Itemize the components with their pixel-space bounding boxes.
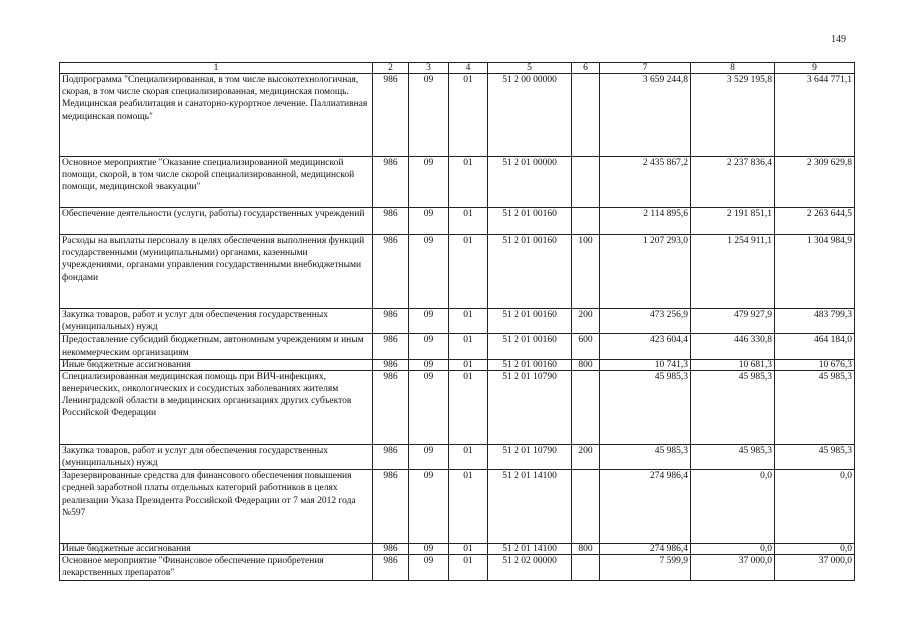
section-code: 09 [409, 157, 449, 208]
column-number-row [60, 63, 855, 74]
amount-col9: 0,0 [775, 544, 855, 555]
amount-col7: 274 986,4 [600, 470, 691, 544]
ministry-code: 986 [373, 74, 409, 157]
section-code: 09 [409, 359, 449, 370]
amount-col9: 45 985,3 [775, 444, 855, 469]
section-code: 09 [409, 334, 449, 359]
column-number: 2 [373, 63, 409, 74]
amount-col8: 10 681,3 [691, 359, 775, 370]
table-row [60, 470, 855, 544]
expense-type-code [572, 74, 600, 157]
column-number: 4 [449, 63, 488, 74]
amount-col8: 0,0 [691, 470, 775, 544]
subsection-code: 01 [449, 370, 488, 444]
column-number: 9 [775, 63, 855, 74]
page-number: 149 [831, 34, 846, 45]
amount-col7: 7 599,9 [600, 555, 691, 580]
amount-col9: 2 309 629,8 [775, 157, 855, 208]
expense-type-code: 200 [572, 444, 600, 469]
amount-col8: 2 191 851,1 [691, 208, 775, 235]
row-name: Закупка товаров, работ и услуг для обеспечения государственных (муниципальных) нужд [60, 309, 373, 334]
amount-col9: 45 985,3 [775, 370, 855, 444]
amount-col7: 423 604,4 [600, 334, 691, 359]
table-row [60, 544, 855, 555]
amount-col9: 2 263 644,5 [775, 208, 855, 235]
amount-col7: 3 659 244,8 [600, 74, 691, 157]
amount-col8: 2 237 836,4 [691, 157, 775, 208]
ministry-code: 986 [373, 157, 409, 208]
amount-col7: 473 256,9 [600, 309, 691, 334]
amount-col7: 45 985,3 [600, 444, 691, 469]
amount-col8: 45 985,3 [691, 444, 775, 469]
column-number: 7 [600, 63, 691, 74]
subsection-code: 01 [449, 334, 488, 359]
amount-col9: 0,0 [775, 470, 855, 544]
table-row [60, 235, 855, 309]
target-article-code: 51 2 01 00000 [488, 157, 572, 208]
column-number: 3 [409, 63, 449, 74]
row-name: Предоставление субсидий бюджетным, автономным учреждениям и иным некоммерческим организациям [60, 334, 373, 359]
table-row [60, 208, 855, 235]
subsection-code: 01 [449, 359, 488, 370]
table-row [60, 444, 855, 469]
amount-col8: 3 529 195,8 [691, 74, 775, 157]
amount-col9: 1 304 984,9 [775, 235, 855, 309]
expense-type-code: 200 [572, 309, 600, 334]
row-name: Основное мероприятие "Финансовое обеспечение приобретения лекарственных препаратов" [60, 555, 373, 580]
amount-col7: 45 985,3 [600, 370, 691, 444]
section-code: 09 [409, 235, 449, 309]
table-row [60, 334, 855, 359]
subsection-code: 01 [449, 208, 488, 235]
ministry-code: 986 [373, 444, 409, 469]
row-name: Иные бюджетные ассигнования [60, 359, 373, 370]
amount-col9: 483 799,3 [775, 309, 855, 334]
section-code: 09 [409, 370, 449, 444]
amount-col8: 0,0 [691, 544, 775, 555]
target-article-code: 51 2 01 00160 [488, 235, 572, 309]
subsection-code: 01 [449, 74, 488, 157]
amount-col7: 2 114 895,6 [600, 208, 691, 235]
subsection-code: 01 [449, 470, 488, 544]
section-code: 09 [409, 74, 449, 157]
row-name: Закупка товаров, работ и услуг для обеспечения государственных (муниципальных) нужд [60, 444, 373, 469]
amount-col7: 1 207 293,0 [600, 235, 691, 309]
row-name: Специализированная медицинская помощь при ВИЧ-инфекциях, венерических, онкологических и сосудистых заболеваниях жителям Ленинградской области в медицинских организациях других субъектов Российской Федерации [60, 370, 373, 444]
amount-col8: 45 985,3 [691, 370, 775, 444]
row-name: Обеспечение деятельности (услуги, работы) государственных учреждений [60, 208, 373, 235]
subsection-code: 01 [449, 444, 488, 469]
amount-col7: 2 435 867,2 [600, 157, 691, 208]
ministry-code: 986 [373, 334, 409, 359]
subsection-code: 01 [449, 157, 488, 208]
expense-type-code: 600 [572, 334, 600, 359]
section-code: 09 [409, 555, 449, 580]
subsection-code: 01 [449, 544, 488, 555]
table-row [60, 309, 855, 334]
amount-col7: 10 741,3 [600, 359, 691, 370]
section-code: 09 [409, 309, 449, 334]
target-article-code: 51 2 01 10790 [488, 370, 572, 444]
section-code: 09 [409, 444, 449, 469]
ministry-code: 986 [373, 359, 409, 370]
ministry-code: 986 [373, 544, 409, 555]
table-row [60, 370, 855, 444]
ministry-code: 986 [373, 309, 409, 334]
section-code: 09 [409, 544, 449, 555]
target-article-code: 51 2 01 14100 [488, 544, 572, 555]
ministry-code: 986 [373, 370, 409, 444]
column-number: 8 [691, 63, 775, 74]
expense-type-code [572, 208, 600, 235]
target-article-code: 51 2 01 00160 [488, 359, 572, 370]
ministry-code: 986 [373, 555, 409, 580]
subsection-code: 01 [449, 235, 488, 309]
target-article-code: 51 2 01 00160 [488, 309, 572, 334]
ministry-code: 986 [373, 470, 409, 544]
column-number: 6 [572, 63, 600, 74]
row-name: Основное мероприятие "Оказание специализированной медицинской помощи, скорой, в том числе скорой специализированной, медицинской помощи, медицинской эвакуации" [60, 157, 373, 208]
amount-col9: 37 000,0 [775, 555, 855, 580]
target-article-code: 51 2 01 10790 [488, 444, 572, 469]
amount-col8: 1 254 911,1 [691, 235, 775, 309]
ministry-code: 986 [373, 208, 409, 235]
expense-type-code: 800 [572, 544, 600, 555]
amount-col8: 479 927,9 [691, 309, 775, 334]
row-name: Иные бюджетные ассигнования [60, 544, 373, 555]
budget-table [59, 62, 855, 581]
target-article-code: 51 2 01 00160 [488, 334, 572, 359]
expense-type-code [572, 470, 600, 544]
row-name: Подпрограмма "Специализированная, в том числе высокотехнологичная, скорая, в том числе скорая специализированная, медицинская помощь. Медицинская реабилитация и санаторно-курортное лечение. Паллиативная медицинская помощь" [60, 74, 373, 157]
amount-col9: 464 184,0 [775, 334, 855, 359]
section-code: 09 [409, 208, 449, 235]
expense-type-code [572, 370, 600, 444]
amount-col8: 37 000,0 [691, 555, 775, 580]
amount-col8: 446 330,8 [691, 334, 775, 359]
target-article-code: 51 2 00 00000 [488, 74, 572, 157]
table-row [60, 157, 855, 208]
section-code: 09 [409, 470, 449, 544]
target-article-code: 51 2 01 00160 [488, 208, 572, 235]
row-name: Расходы на выплаты персоналу в целях обеспечения выполнения функций государственными (муниципальными) органами, казенными учреждениями, органами управления государственными внебюджетными фондами [60, 235, 373, 309]
table-row [60, 359, 855, 370]
expense-type-code [572, 157, 600, 208]
amount-col9: 10 676,3 [775, 359, 855, 370]
expense-type-code [572, 555, 600, 580]
ministry-code: 986 [373, 235, 409, 309]
amount-col9: 3 644 771,1 [775, 74, 855, 157]
table-row [60, 555, 855, 580]
expense-type-code: 100 [572, 235, 600, 309]
amount-col7: 274 986,4 [600, 544, 691, 555]
table-row [60, 74, 855, 157]
subsection-code: 01 [449, 309, 488, 334]
subsection-code: 01 [449, 555, 488, 580]
row-name: Зарезервированные средства для финансового обеспечения повышения средней заработной платы отдельных категорий работников в целях реализации Указа Президента Российской Федерации от 7 мая 2012 года №597 [60, 470, 373, 544]
target-article-code: 51 2 02 00000 [488, 555, 572, 580]
expense-type-code: 800 [572, 359, 600, 370]
column-number: 1 [60, 63, 373, 74]
column-number: 5 [488, 63, 572, 74]
target-article-code: 51 2 01 14100 [488, 470, 572, 544]
